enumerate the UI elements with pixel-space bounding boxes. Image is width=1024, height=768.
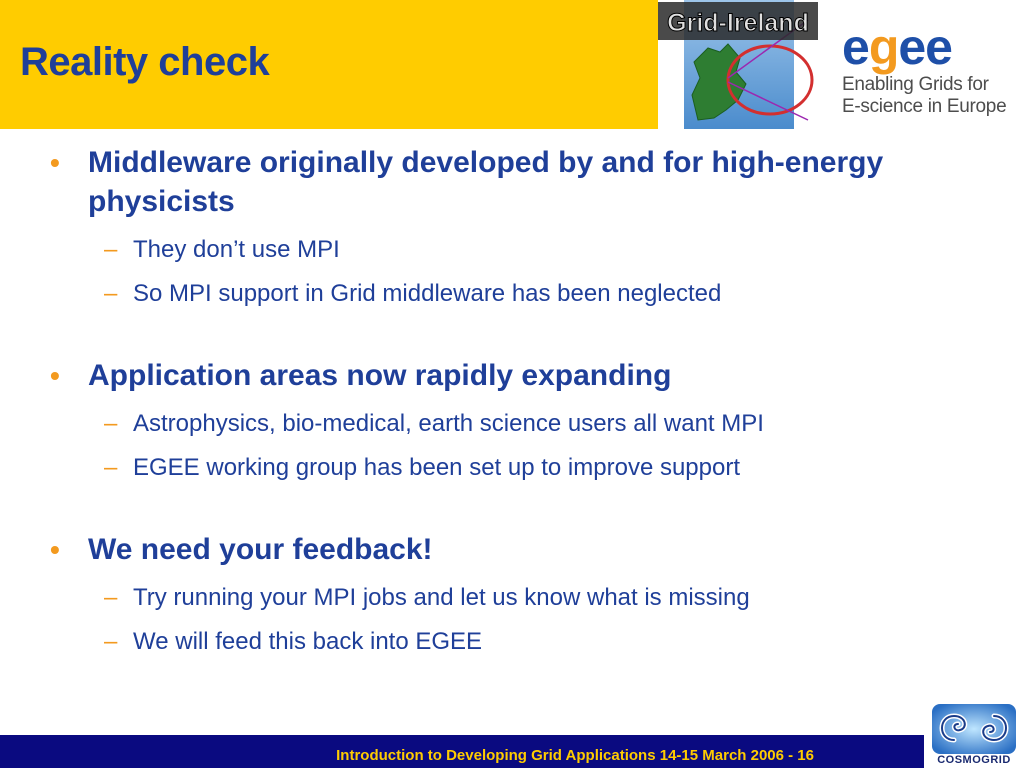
footer-bar bbox=[0, 735, 924, 768]
sub-bullet-item bbox=[0, 279, 1000, 309]
dash-icon: – bbox=[104, 236, 118, 263]
bullet-icon: • bbox=[50, 360, 60, 391]
bullet-icon: • bbox=[50, 147, 60, 178]
bullet-group-2 bbox=[0, 356, 1000, 483]
dash-icon: – bbox=[104, 628, 118, 655]
egee-tagline-1: Enabling Grids for bbox=[842, 74, 989, 95]
cosmogrid-swirl-icon bbox=[924, 700, 1024, 756]
title-banner bbox=[0, 0, 658, 129]
bullet-item bbox=[0, 356, 1000, 395]
sub-bullet-text: So MPI support in Grid middleware has been neglected bbox=[133, 280, 722, 307]
egee-logo bbox=[828, 18, 1018, 123]
bullet-item bbox=[0, 530, 1000, 569]
cosmogrid-label: COSMOGRID bbox=[937, 754, 1011, 766]
slide-title: Reality check bbox=[20, 40, 270, 84]
dash-icon: – bbox=[104, 584, 118, 611]
sub-bullet-item bbox=[0, 409, 1000, 439]
sub-bullet-item bbox=[0, 235, 1000, 265]
grid-ireland-logo bbox=[658, 0, 818, 129]
sub-bullet-text: EGEE working group has been set up to improve support bbox=[133, 454, 741, 481]
grid-ireland-text: Grid-Ireland bbox=[667, 9, 809, 37]
bullet-group-1 bbox=[0, 143, 1000, 309]
egee-tagline-2: E-science in Europe bbox=[842, 96, 1007, 117]
slide-body bbox=[0, 143, 1000, 657]
sub-bullet-item bbox=[0, 583, 1000, 613]
bullet-text: We need your feedback! bbox=[88, 533, 433, 566]
bullet-item bbox=[0, 143, 1000, 221]
bullet-text: Middleware originally developed by and for high-energy physicists bbox=[88, 146, 884, 218]
dash-icon: – bbox=[104, 454, 118, 481]
dash-icon: – bbox=[104, 410, 118, 437]
dash-icon: – bbox=[104, 280, 118, 307]
sub-bullet-item bbox=[0, 627, 1000, 657]
sub-bullet-text: Astrophysics, bio-medical, earth science users all want MPI bbox=[133, 410, 764, 437]
sub-bullet-text: They don’t use MPI bbox=[133, 236, 340, 263]
ireland-map-icon bbox=[658, 0, 818, 129]
bullet-group-3 bbox=[0, 530, 1000, 657]
sub-bullet-text: We will feed this back into EGEE bbox=[133, 628, 483, 655]
egee-wordmark: egee bbox=[842, 19, 952, 75]
bullet-text: Application areas now rapidly expanding bbox=[88, 359, 672, 392]
sub-bullet-item bbox=[0, 453, 1000, 483]
footer-text: Introduction to Developing Grid Applications 14-15 March 2006 - 16 bbox=[336, 747, 814, 764]
cosmogrid-logo bbox=[924, 700, 1024, 768]
bullet-icon: • bbox=[50, 534, 60, 565]
sub-bullet-text: Try running your MPI jobs and let us know what is missing bbox=[133, 584, 750, 611]
